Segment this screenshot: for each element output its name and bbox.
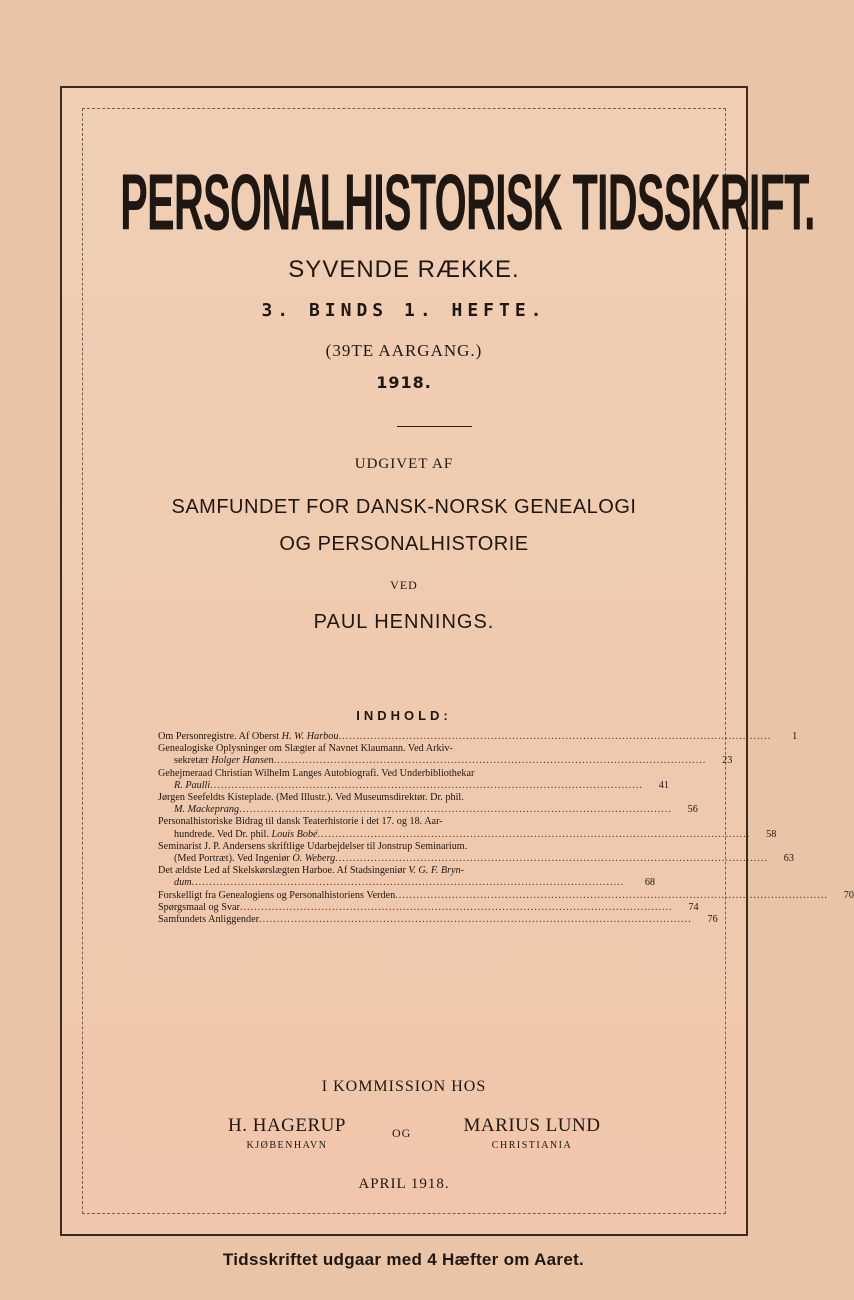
toc-item-page: 58 [766,828,777,840]
toc-item-page: 23 [722,755,733,767]
toc-item-title: Genealogiske Oplysninger om Slægter af Navnet Klaumann. Ved Arkiv- [158,743,453,755]
toc-item: Seminarist J. P. Andersens skriftlige Udarbejdelser til Jonstrup Seminarium. (Med Portræt). Ved Ingeniør O. Weberg .......................................................................................................................... 63 [158,840,794,865]
editor-by-label: VED [390,578,418,592]
toc-item: Spørgsmaal og Svar .......................................................................................................................... 74 [158,901,699,913]
toc-item-title: Spørgsmaal og Svar [158,901,240,913]
toc-item-title: Det ældste Led af Skelskørslægten Harboe. Af Stadsingeniør [158,865,409,877]
toc-item-title: Jørgen Seefeldts Kisteplade. (Med Illustr.). Ved Museumsdirektør. Dr. phil. [158,792,464,804]
toc-item-title-cont: hundrede. Ved Dr. phil. [174,828,272,840]
toc-item-author: dum [174,877,192,889]
footer-note: Tidsskriftet udgaar med 4 Hæfter om Aaret. [222,1250,585,1269]
toc-item-page: 68 [644,877,655,889]
toc-item: Genealogiske Oplysninger om Slægter af Navnet Klaumann. Ved Arkiv- sekretær Holger Hansen .......................................................................................................................... 23 [158,743,733,767]
toc-item-page: 70 [843,889,854,901]
society-name-line1: SAMFUNDET FOR DANSK-NORSK GENEALOGI [171,496,637,518]
toc-item-title: Seminarist J. P. Andersens skriftlige Udarbejdelser til Jonstrup Seminarium. [158,840,468,852]
toc-item-author: O. Weberg [292,853,336,865]
toc-item-title: Forskelligt fra Genealogiens og Personalhistoriens Verden [158,889,396,901]
toc-item-title-cont: sekretær [174,755,212,767]
toc-item-page: 63 [783,853,794,865]
toc-item: Det ældste Led af Skelskørslægten Harboe. Af Stadsingeniør V. G. F. Bryn- dum .......................................................................................................................... 68 [158,865,655,889]
toc-item-title: Personalhistoriske Bidrag til dansk Teaterhistorie i det 17. og 18. Aar- [158,816,443,828]
toc-item-page: 74 [688,901,699,913]
toc-item: Personalhistoriske Bidrag til dansk Teaterhistorie i det 17. og 18. Aar- hundrede. Ved Dr. phil. Louis Bobé .......................................................................................................................... 58 [158,816,777,840]
toc-item: Jørgen Seefeldts Kisteplade. (Med Illustr.). Ved Museumsdirektør. Dr. phil. M. Mackeprang .......................................................................................................................... 56 [158,792,698,816]
toc-item: Om Personregistre. Af Oberst H. W. Harbou .......................................................................................................................... 1 [158,731,798,742]
volume-issue: 3. BINDS 1. HEFTE. [261,300,547,321]
toc-item-author-line1: V. G. F. Bryn- [408,865,465,877]
series: SYVENDE RÆKKE. [288,256,520,283]
toc-item-author: M. Mackeprang [174,804,240,816]
toc-item: Gehejmeraad Christian Wilhelm Langes Autobiografi. Ved Underbibliothekar R. Paulli .......................................................................................................................... 41 [158,767,669,791]
toc-item-title: Om Personregistre. Af Oberst [158,731,282,742]
toc-item: Forskelligt fra Genealogiens og Personalhistoriens Verden .......................................................................................................................... 70 [158,889,854,901]
toc-item-page: 76 [707,914,718,926]
society-name-line2: OG PERSONALHISTORIE [279,533,529,555]
issue-date: APRIL 1918. [358,1176,450,1192]
table-of-contents [158,731,854,926]
published-by-label: UDGIVET AF [354,456,454,472]
toc-item-page: 56 [687,804,698,816]
publisher-left-city: KJØBENHAVN [246,1140,328,1151]
toc-item-page: 1 [792,731,798,742]
publication-year: 1918. [376,373,432,392]
publisher-right-city: CHRISTIANIA [491,1140,573,1151]
toc-item-author: H. W. Harbou [281,731,339,742]
toc-item-title: Samfundets Anliggender [158,914,260,926]
toc-item: Samfundets Anliggender .......................................................................................................................... 76 [158,914,718,926]
toc-item-page: 41 [658,779,669,791]
publisher-and: OG [392,1126,412,1140]
publisher-left [212,1115,362,1151]
cover-page [60,86,854,1236]
toc-item-title-cont: (Med Portræt). Ved Ingeniør [174,853,293,865]
publisher-left-name: H. HAGERUP [228,1115,346,1136]
journal-title: PERSONALHISTORISK TIDSSKRIFT. [120,157,815,248]
toc-item-author: R. Paulli [174,779,211,791]
contents-heading: INDHOLD: [356,708,452,723]
toc-item-author: Holger Hansen [211,755,274,767]
toc-item-author: Louis Bobé [271,828,318,840]
commission-label: I KOMMISSION HOS [321,1078,487,1095]
publisher-right-name: MARIUS LUND [463,1115,601,1136]
year-volume: (39TE AARGANG.) [325,341,483,360]
toc-item-title: Gehejmeraad Christian Wilhelm Langes Autobiografi. Ved Underbibliothekar [158,767,475,779]
publisher-right [447,1115,617,1151]
divider-rule [397,426,472,427]
editor-name: PAUL HENNINGS. [313,611,495,633]
